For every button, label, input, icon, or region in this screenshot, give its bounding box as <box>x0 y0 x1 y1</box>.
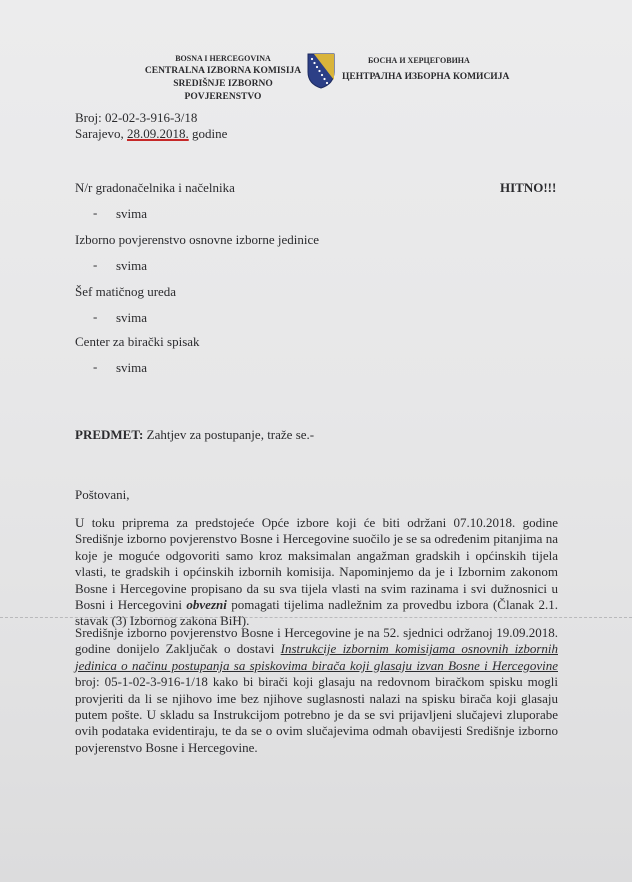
paragraph-2 <box>75 625 558 756</box>
header-country: BOSNA I HERCEGOVINA <box>175 54 271 63</box>
document-date: 28.09.2018. <box>126 126 189 141</box>
paragraph-2-text: Središnje izborno povjerenstvo Bosne i Hercegovine je na 52. sjednici održanoj 19.09.2018. godine donijelo Zaključak o dostavi <box>75 625 558 657</box>
recipient-sub: svima <box>116 206 148 221</box>
subject-label: PREDMET: <box>75 427 144 442</box>
document-number: Broj: 02-02-3-916-3/18 <box>75 110 198 125</box>
subject-text: Zahtjev za postupanje, traže se.- <box>146 427 315 442</box>
paragraph-1-text: U toku priprema za predstojeće Opće izbore koji će biti održani 07.10.2018. godine Središnje izborno povjerenstvo Bosne i Hercegovine suočilo je se sa određenim pitanjima na koje je moguće odgovoriti samo kroz maksimalan angažman gradskih i općinskih tijela vlasti, te gradskih i općinskih izbornih komisija. Napominjemo da je i Izbornim zakonom Bosne i Hercegovine propisano da su sva tijela vlasti na svim razinama i svi dužnosnici u Bosni i Hercegovini <box>75 515 558 613</box>
recipient-sub: svima <box>116 258 148 273</box>
instruction-title: Instrukcije izbornim komisijama osnovnih izbornih jedinica o načinu postupanja sa spiskovima birača koji glasaju izvan Bosne i Hercegovine <box>75 641 559 673</box>
header-commission-cyr: ЦЕНТРАЛНА ИЗБОРНА КОМИСИЈА <box>342 72 510 82</box>
list-dash: - <box>93 205 98 220</box>
document-date-line <box>75 126 227 142</box>
list-dash: - <box>93 309 98 324</box>
document-date-suffix: godine <box>191 126 228 141</box>
paragraph-1-text-end: pomagati tijelima nadležnim za provedbu izbora (Članak 2.1. stavak (3) Izbornog zakona BiH). <box>75 597 559 629</box>
urgent-label: HITNO!!! <box>500 180 557 195</box>
list-dash: - <box>93 359 98 374</box>
header-country-cyr: БОСНА И ХЕРЦЕГОВИНА <box>368 56 470 65</box>
recipient-sub: svima <box>116 360 148 375</box>
header-latin <box>138 52 308 104</box>
recipient-title: Izborno povjerenstvo osnovne izborne jedinice <box>75 232 320 247</box>
header-cyrillic <box>342 52 512 86</box>
list-dash: - <box>93 257 98 272</box>
header-povjerenstvo: SREDIŠNJE IZBORNO POVJERENSTVO <box>173 79 273 102</box>
recipient-title: Šef matičnog ureda <box>75 284 177 299</box>
recipient-title: N/r gradonačelnika i načelnika <box>75 180 235 195</box>
paragraph-1-emphasis: obvezni <box>186 597 227 613</box>
subject-line <box>75 427 314 443</box>
bih-coat-of-arms-icon <box>306 52 336 90</box>
paragraph-1 <box>75 515 558 630</box>
recipient-title: Center za birački spisak <box>75 334 200 349</box>
salutation: Poštovani, <box>75 487 130 502</box>
recipient-sub: svima <box>116 310 148 325</box>
document-place: Sarajevo, <box>75 126 124 141</box>
paragraph-2-text-end: broj: 05-1-02-3-916-1/18 kako bi birači koji glasaju na redovnom biračkom spisku mogli provjeriti da li se njihovo ime bez njihove suglasnosti nalazi na spisku birača koji glasaju putem pošte. U skladu sa Instrukcijom potrebno je da se svi prijavljeni slučajevi zluporabe ovih podataka evidentiraju, te da se o ovim slučajevima odmah obavijesti Središnje izborno povjerenstvo Bosne i Hercegovine. <box>75 674 558 755</box>
header-commission: CENTRALNA IZBORNA KOMISIJA <box>144 66 302 76</box>
